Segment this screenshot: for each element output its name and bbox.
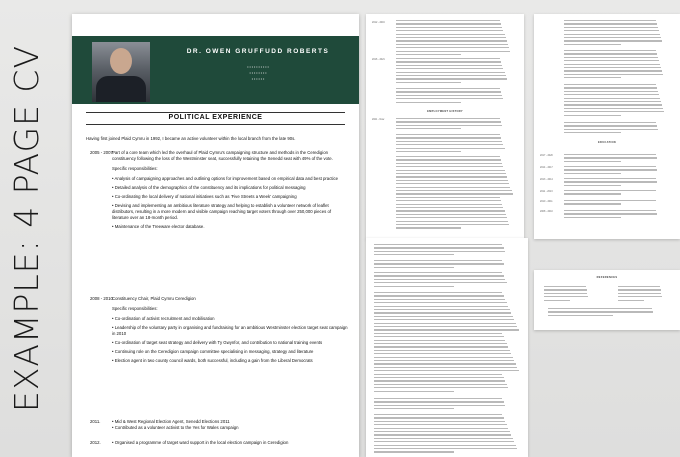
mini-text-line xyxy=(374,275,504,276)
mini-text-line xyxy=(396,125,502,126)
mini-text-line xyxy=(396,47,509,48)
mini-text-line xyxy=(396,118,500,119)
mini-text-line xyxy=(396,98,503,99)
mini-text-line xyxy=(396,187,510,188)
mini-text-line xyxy=(396,128,461,129)
mini-text-line xyxy=(564,40,662,41)
mini-text-line xyxy=(564,122,656,123)
side-title xyxy=(2,0,52,457)
mini-text-line xyxy=(564,125,657,126)
mini-text-line xyxy=(374,343,507,344)
mini-text-line xyxy=(374,438,513,439)
entry-text: • Co-ordination of target seat strategy and delivery with Ty Gwynfor, and contribution to national training events xyxy=(112,340,323,345)
mini-text-line xyxy=(374,260,502,261)
experience-entry xyxy=(86,440,348,449)
mini-text-line xyxy=(544,289,587,290)
mini-heading: EMPLOYMENT HISTORY xyxy=(427,110,463,113)
mini-text-line xyxy=(374,333,502,334)
mini-text-line xyxy=(374,336,504,337)
mini-text-line xyxy=(396,170,505,171)
mini-text-line xyxy=(374,254,454,255)
mini-text-line xyxy=(374,316,513,317)
mini-text-line xyxy=(374,272,502,273)
entry-text: • Devising and implementing an ambitious literature strategy and helping to establish a volunteer network of leaflet distributors, resulting in a more modern and visible campaign reaching target voters through over 250,000 pieces of literature over an 18-month period. xyxy=(112,203,332,220)
mini-text-line xyxy=(374,431,510,432)
mini-text-line xyxy=(374,448,517,449)
mini-text-line xyxy=(564,111,664,112)
mini-text-line xyxy=(396,58,500,59)
mini-text-line xyxy=(396,227,461,228)
contact-line: • • • • • • xyxy=(251,77,265,81)
mini-text-line xyxy=(374,414,502,415)
mini-text-line xyxy=(564,210,656,211)
mini-text-line xyxy=(564,91,658,92)
mini-years: 2010 - 2011 xyxy=(540,200,553,203)
mini-years: 2016 - 2021 xyxy=(372,58,385,61)
mini-text-line xyxy=(396,180,508,181)
mini-text-line xyxy=(564,203,621,204)
mini-text-line xyxy=(396,190,512,191)
mini-text-line xyxy=(374,391,454,392)
mini-text-line xyxy=(374,263,504,264)
mini-text-line xyxy=(564,37,661,38)
mini-text-line xyxy=(374,286,454,287)
mini-text-line xyxy=(374,282,507,283)
mini-text-line xyxy=(374,370,519,371)
mini-text-line xyxy=(396,44,508,45)
entry-text: • Continuing role on the Ceredigion campaign committee specialising in messaging, strategy and literature xyxy=(112,349,314,354)
cv-page-4-thumbnail xyxy=(366,238,528,457)
mini-text-line xyxy=(396,68,503,69)
mini-text-line xyxy=(564,213,657,214)
experience-entry xyxy=(86,296,348,367)
entry-text: Part of a core team which led the overhaul of Plaid Cymru's campaigning structure and methods in the Ceredigion constituency following the loss of the Westminster seat, successfully retaining the Senedd seat with 49% of the vote. xyxy=(112,150,333,161)
entry-text: • Detailed analysis of the demographics of the constituency and its implications for political messaging xyxy=(112,185,306,190)
mini-text-line xyxy=(374,309,510,310)
mini-text-line xyxy=(374,326,517,327)
mini-text-line xyxy=(374,357,513,358)
mini-text-line xyxy=(396,221,508,222)
mini-text-line xyxy=(564,84,656,85)
mini-text-line xyxy=(618,286,660,287)
mini-text-line xyxy=(396,78,507,79)
mini-text-line xyxy=(396,163,502,164)
mini-text-line xyxy=(564,173,621,174)
mini-text-line xyxy=(396,166,503,167)
cv-page-1 xyxy=(72,14,359,457)
intro-text: Having first joined Plaid Cymru in 1992, I became an active volunteer within the local branch from the late 90s. xyxy=(86,136,296,141)
mini-text-line xyxy=(396,141,502,142)
mini-text-line xyxy=(544,296,588,297)
mini-text-line xyxy=(396,148,505,149)
entry-years: 2005 - 2007. xyxy=(90,150,115,155)
cv-references-thumbnail xyxy=(534,270,680,330)
entry-text: • Mid & West Regional Election Agent, Senedd Elections 2011 xyxy=(112,419,230,424)
mini-text-line xyxy=(564,200,656,201)
mini-text-line xyxy=(564,161,621,162)
mini-text-line xyxy=(564,101,661,102)
mini-text-line xyxy=(564,190,656,191)
side-title-text: EXAMPLE: 4 PAGE CV xyxy=(7,44,47,413)
mini-text-line xyxy=(396,30,503,31)
entry-text: Specific responsibilities: xyxy=(112,166,158,171)
mini-text-line xyxy=(564,169,657,170)
mini-text-line xyxy=(564,74,663,75)
mini-text-line xyxy=(618,296,662,297)
mini-text-line xyxy=(564,157,657,158)
mini-text-line xyxy=(564,98,660,99)
mini-text-line xyxy=(374,267,454,268)
cv-contact xyxy=(168,64,348,82)
contact-line: • • • • • • • • • • xyxy=(247,65,269,69)
mini-text-line xyxy=(564,44,621,45)
profile-photo xyxy=(92,42,150,102)
mini-text-line xyxy=(374,302,507,303)
mini-text-line xyxy=(618,293,661,294)
mini-text-line xyxy=(396,37,506,38)
mini-text-line xyxy=(396,82,461,83)
mini-text-line xyxy=(374,387,508,388)
entry-text: Constituency Chair, Plaid Cymru Ceredigion xyxy=(112,296,196,301)
mini-text-line xyxy=(396,176,507,177)
mini-text-line xyxy=(396,23,501,24)
mini-text-line xyxy=(564,154,656,155)
mini-text-line xyxy=(564,193,621,194)
photo-suit xyxy=(96,76,146,102)
mini-text-line xyxy=(374,428,508,429)
mini-years: 2012 - 2016 xyxy=(372,21,385,24)
entry-years: 2011. xyxy=(90,419,101,424)
mini-text-line xyxy=(564,67,661,68)
divider xyxy=(86,112,345,113)
mini-text-line xyxy=(564,104,662,105)
mini-text-line xyxy=(396,65,502,66)
mini-text-line xyxy=(396,72,505,73)
mini-years: 2017 - 2020 xyxy=(540,154,553,157)
entry-text: • Leadership of the voluntary party in organising and fundraising for an ambitious Westminster election target seat campaign in 2010 xyxy=(112,325,348,336)
mini-text-line xyxy=(396,102,461,103)
mini-text-line xyxy=(374,319,514,320)
mini-text-line xyxy=(374,323,516,324)
mini-text-line xyxy=(374,401,504,402)
mini-text-line xyxy=(396,173,506,174)
mini-text-line xyxy=(564,53,657,54)
mini-text-line xyxy=(544,293,587,294)
mini-years: 2021 - Now xyxy=(372,118,385,121)
mini-text-line xyxy=(564,23,657,24)
mini-years: 2011 - 2013 xyxy=(540,190,553,193)
mini-text-line xyxy=(564,27,658,28)
mini-years: 2013 - 2014 xyxy=(540,178,553,181)
mini-text-line xyxy=(564,87,657,88)
mini-text-line xyxy=(374,306,508,307)
mini-text-line xyxy=(396,75,506,76)
mini-text-line xyxy=(396,151,461,152)
mini-text-line xyxy=(564,30,659,31)
mini-text-line xyxy=(374,398,502,399)
mini-text-line xyxy=(548,308,652,309)
entry-text: Specific responsibilities: xyxy=(112,306,158,311)
cv-page-3-thumbnail xyxy=(534,14,680,239)
mini-text-line xyxy=(374,340,505,341)
mini-text-line xyxy=(396,95,502,96)
mini-text-line xyxy=(564,185,621,186)
mini-text-line xyxy=(396,54,461,55)
mini-text-line xyxy=(564,217,621,218)
mini-text-line xyxy=(396,217,507,218)
mini-text-line xyxy=(374,441,514,442)
mini-text-line xyxy=(564,166,656,167)
mini-text-line xyxy=(618,300,644,301)
mini-text-line xyxy=(396,40,507,41)
mini-text-line xyxy=(548,315,613,316)
mini-text-line xyxy=(374,434,511,435)
mini-years: 2008 - 2010 xyxy=(540,210,553,213)
mini-text-line xyxy=(374,405,505,406)
mini-text-line xyxy=(374,377,504,378)
mini-text-line xyxy=(396,207,503,208)
experience-entry xyxy=(86,419,348,434)
mini-text-line xyxy=(396,159,501,160)
mini-text-line xyxy=(544,300,570,301)
mini-text-line xyxy=(396,200,501,201)
mini-text-line xyxy=(396,193,513,194)
entry-text: • Organised a programme of target ward support in the local election campaign in Ceredigion xyxy=(112,440,289,445)
mini-text-line xyxy=(564,60,659,61)
mini-text-line xyxy=(396,197,500,198)
mini-text-line xyxy=(564,77,621,78)
mini-text-line xyxy=(374,451,454,452)
entry-text: • Co-ordinating the local delivery of national initiatives such as 'Five Streets a Week' campaigning xyxy=(112,194,297,199)
mini-text-line xyxy=(564,64,660,65)
mini-text-line xyxy=(396,20,500,21)
mini-text-line xyxy=(374,251,505,252)
mini-text-line xyxy=(374,292,502,293)
entry-text: • Election agent in two county council wards, both successful, including a gain from the Liberal Democrats xyxy=(112,358,313,363)
mini-text-line xyxy=(396,156,500,157)
mini-text-line xyxy=(374,445,516,446)
mini-text-line xyxy=(564,34,660,35)
mini-text-line xyxy=(374,247,504,248)
mini-text-line xyxy=(396,224,509,225)
mini-text-line xyxy=(374,384,507,385)
entry-years: 2012. xyxy=(90,440,101,445)
mini-text-line xyxy=(618,289,661,290)
mini-text-line xyxy=(544,286,586,287)
mini-text-line xyxy=(548,311,653,312)
mini-text-line xyxy=(396,61,501,62)
mini-text-line xyxy=(374,244,502,245)
mini-text-line xyxy=(396,137,501,138)
mini-text-line xyxy=(396,91,501,92)
mini-text-line xyxy=(374,279,505,280)
mini-text-line xyxy=(396,121,501,122)
entry-years: 2008 - 2010. xyxy=(90,296,115,301)
cv-page-2-thumbnail xyxy=(366,14,524,239)
mini-text-line xyxy=(564,129,658,130)
mini-text-line xyxy=(374,374,502,375)
mini-text-line xyxy=(564,132,621,133)
mini-text-line xyxy=(374,353,511,354)
mini-text-line xyxy=(396,134,500,135)
mini-text-line xyxy=(396,204,502,205)
mini-text-line xyxy=(374,350,510,351)
mini-text-line xyxy=(396,27,502,28)
mini-text-line xyxy=(564,50,656,51)
mini-text-line xyxy=(374,312,511,313)
mini-text-line xyxy=(374,417,504,418)
mini-text-line xyxy=(374,367,517,368)
mini-text-line xyxy=(564,108,663,109)
mini-heading: REFERENCES xyxy=(596,276,618,279)
mini-text-line xyxy=(374,380,505,381)
experience-entry xyxy=(86,150,348,233)
mini-text-line xyxy=(374,346,508,347)
divider xyxy=(86,124,345,125)
mini-text-line xyxy=(374,329,519,330)
mini-text-line xyxy=(564,57,658,58)
entry-text: • Maintenance of the Treeware elector database. xyxy=(112,224,205,229)
entry-text: • Co-ordination of activist recruitment and mobilisation xyxy=(112,316,215,321)
mini-text-line xyxy=(374,424,507,425)
mini-text-line xyxy=(396,183,509,184)
photo-face-blurred xyxy=(110,48,132,74)
mini-text-line xyxy=(374,360,514,361)
section-title: POLITICAL EXPERIENCE xyxy=(168,114,263,121)
mini-text-line xyxy=(396,214,506,215)
mini-text-line xyxy=(564,178,656,179)
mini-heading: EDUCATION xyxy=(598,141,616,144)
mini-text-line xyxy=(564,70,662,71)
mini-text-line xyxy=(564,115,621,116)
mini-years: 2014 - 2017 xyxy=(540,166,553,169)
mini-text-line xyxy=(564,94,659,95)
mini-text-line xyxy=(396,51,510,52)
mini-text-line xyxy=(396,88,500,89)
entry-text: • Analysis of campaigning approaches and outlining options for improvement based on empirical data and best practice xyxy=(112,176,339,181)
mini-text-line xyxy=(396,210,505,211)
mini-text-line xyxy=(374,295,504,296)
contact-line: • • • • • • • • xyxy=(249,71,267,75)
mini-text-line xyxy=(396,144,503,145)
mini-text-line xyxy=(374,408,454,409)
mini-text-line xyxy=(374,421,505,422)
mini-text-line xyxy=(396,34,505,35)
entry-text: • Contributed as a volunteer activist to the Yes for Wales campaign xyxy=(112,425,239,430)
mini-text-line xyxy=(564,20,656,21)
mini-text-line xyxy=(374,299,505,300)
cv-name: DR. OWEN GRUFFUDD ROBERTS xyxy=(186,48,330,55)
mini-text-line xyxy=(564,181,657,182)
mini-text-line xyxy=(374,363,516,364)
